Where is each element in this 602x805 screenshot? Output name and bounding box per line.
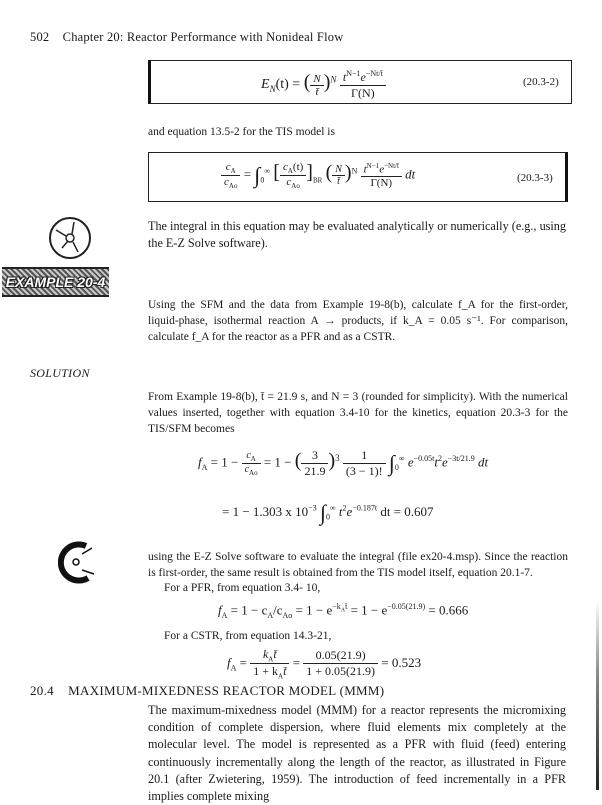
scan-edge-artifact <box>596 600 599 790</box>
solution-paragraph-2: using the E-Z Solve software to evaluate the integral (file ex20-4.msp). Since the reaction is first-order, the same result is obtained from the TIS model itself, equation 20.1-7. <box>148 551 568 579</box>
section-title: MAXIMUM-MIXEDNESS REACTOR MODEL (MMM) <box>68 683 385 698</box>
cstr-intro: For a CSTR, from equation 14.3-21, <box>164 630 332 642</box>
eq-20-3-2-expression: $E_N(t)$ = ( $\frac{N}{t̄}$ )$^N$ $\frac{t^{N-1}e^{-Nt/t̄}}{\Gamma(N)}$ <box>261 69 386 101</box>
tis-intro-text: and equation 13.5-2 for the TIS model is <box>148 126 335 138</box>
section-number: 20.4 <box>30 683 54 698</box>
integral-note: The integral in this equation may be evaluated analytically or numerically (e.g., using the E-Z Solve software). <box>148 219 566 251</box>
e-z-solve-disc-icon <box>48 216 92 260</box>
eq-20-3-3-expression: $\frac{c_A}{c_{Ao}}$ = $\int_0^\infty$ [ $\frac{c_A(t)}{c_{Ao}}$ ]$_{BR}$ ( $\frac{N}{t̄}$ )$^N$ $\frac{t^{N-1}e^{-Nt/t̄}}{\Gamma(N)}$ dt <box>221 161 415 190</box>
solution-label: SOLUTION <box>30 366 90 380</box>
equation-number: (20.3-2) <box>523 76 559 88</box>
fa-tis-equation: $f_A = 1$ − $\frac{c_A}{c_{Ao}}$ = 1 − ( $\frac{3}{21.9}$ )$^3$ $\frac{1}{(3 - 1)!}$ $\int_0^\infty$ $e^{-0.05t}t^2e^{-3t/21.9}$ dt <box>198 448 489 478</box>
pfr-intro: For a PFR, from equation 3.4- 10, <box>164 582 321 594</box>
example-statement: Using the SFM and the data from Example 19-8(b), calculate f_A for the first-order, liquid-phase, isothermal reaction A → products, if k_A = 0.05 s⁻¹. For comparison, calculate f_A for the reactor as a PFR and as a CSTR. <box>148 299 568 343</box>
example-banner: EXAMPLE 20-4 <box>2 267 109 297</box>
equation-box-20-3-2 <box>148 60 572 104</box>
cstr-equation: $f_A$ = $\frac{k_At̄}{1 + k_At̄}$ = $\frac{0.05(21.9)}{1 + 0.05(21.9)}$ = 0.523 <box>227 647 422 681</box>
pfr-equation: $f_A = 1 - c_A/c_{Ao} = 1 - e^{-k_At̄} = 1 - e^{-0.05(21.9)} = 0.666$ <box>218 602 469 620</box>
chapter-title: Chapter 20: Reactor Performance with Nonideal Flow <box>62 30 344 44</box>
fa-tis-result: = 1 − 1.303 x $10^{-3}$ $\int_0^\infty$ $t^2e^{-0.187t}$ dt = 0.607 <box>222 500 434 525</box>
e-z-solve-disc-icon <box>58 540 98 584</box>
running-header <box>30 30 343 45</box>
equation-number: (20.3-3) <box>517 172 553 184</box>
solution-paragraph-1: From Example 19-8(b), t̄ = 21.9 s, and N = 3 (rounded for simplicity). With the numerical values inserted, together with equation 3.4-10 for the kinetics, equation 20.3-3 for the TIS/SFM becomes <box>148 391 568 435</box>
section-heading <box>30 683 384 699</box>
page-number: 502 <box>30 30 50 44</box>
section-body-text: The maximum-mixedness model (MMM) for a reactor represents the micromixing condition of complete dispersion, where fluid elements mix completely at the molecular level. The model is represented as a PFR with fluid (feed) entering continuously incrementally along the length of the reactor, as illustrated in Figure 20.1 (after Zwietering, 1959). The introduction of feed incrementally in a PFR implies complete mixing <box>148 703 566 804</box>
equation-box-20-3-3 <box>148 152 568 202</box>
